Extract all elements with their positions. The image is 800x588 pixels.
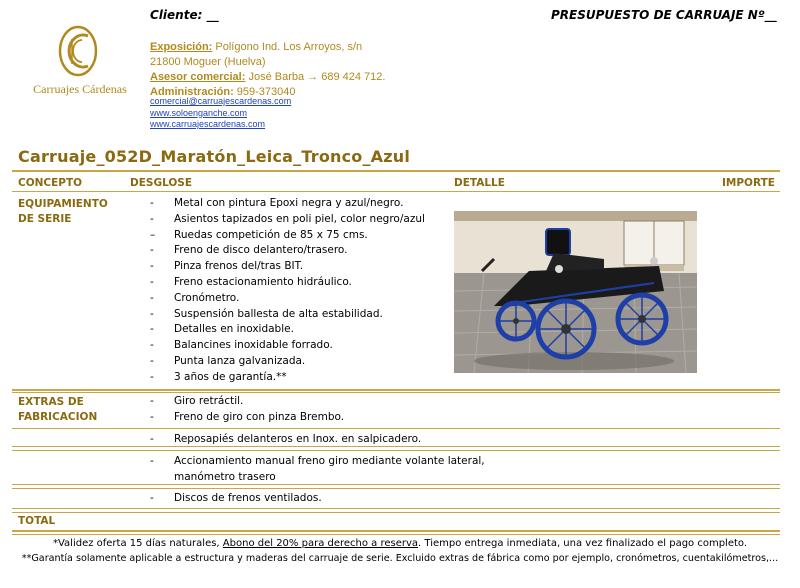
- item-dash: -: [150, 455, 154, 467]
- document-title: Carruaje_052D_Maratón_Leica_Tronco_Azul: [18, 147, 411, 166]
- list-item: [150, 354, 425, 370]
- item-dash: -: [150, 370, 154, 383]
- divider: [12, 170, 780, 172]
- list-item: [150, 454, 485, 470]
- list-item: [150, 307, 425, 323]
- web-link-soloenganche[interactable]: www.soloenganche.com: [150, 107, 248, 118]
- col-detalle: DETALLE: [454, 177, 505, 189]
- list-item: [150, 291, 425, 307]
- list-item: [150, 196, 425, 212]
- section-label-line: EXTRAS DE: [18, 396, 84, 408]
- exposicion-value: Polígono Ind. Los Arroyos, s/n: [212, 41, 363, 53]
- item-dash: -: [150, 395, 154, 407]
- equipamiento-list: [150, 196, 425, 386]
- item-dash: -: [150, 291, 154, 304]
- asesor-line: [150, 70, 385, 85]
- item-text: 3 años de garantía.**: [174, 370, 287, 383]
- list-item: [150, 470, 485, 486]
- section-label-line: EQUIPAMIENTO: [18, 198, 108, 210]
- asesor-label: Asesor comercial:: [150, 71, 246, 83]
- col-desglose: DESGLOSE: [130, 177, 193, 189]
- list-item: [150, 410, 344, 426]
- item-dash: -: [150, 433, 154, 445]
- admin-label: Administración:: [150, 86, 234, 98]
- extra-row: [150, 454, 485, 486]
- divider: [12, 191, 780, 192]
- item-dash: -: [150, 354, 154, 367]
- footer-underlined-text: Abono del 20% para derecho a reserva: [222, 538, 419, 549]
- item-dash: -: [150, 323, 154, 336]
- item-text: Freno de giro con pinza Brembo.: [174, 410, 345, 423]
- divider: [12, 508, 780, 509]
- item-text: Accionamiento manual freno giro mediante volante lateral,: [174, 455, 485, 467]
- presupuesto-number: PRESUPUESTO DE CARRUAJE Nº__: [551, 8, 777, 22]
- divider: [12, 450, 780, 451]
- item-dash: -: [150, 410, 154, 423]
- exposicion-label: Exposición:: [150, 41, 213, 53]
- footer-note-warranty: **Garantía solamente aplicable a estructura y maderas del carruaje de serie. Excluido extras de fábrica como por ejemplo, cronómetros, cuentakilómetros,...: [21, 553, 779, 564]
- item-text: Pinza frenos del/tras BIT.: [174, 260, 304, 273]
- item-text: Suspensión ballesta de alta estabilidad.: [174, 307, 383, 320]
- item-text: Cronómetro.: [174, 291, 240, 304]
- list-item: [150, 338, 425, 354]
- item-text: Discos de frenos ventilados.: [174, 492, 322, 504]
- list-item: [150, 322, 425, 338]
- address-line: 21800 Moguer (Huelva): [150, 56, 266, 68]
- item-dash: -: [150, 307, 154, 320]
- item-text: Ruedas competición de 85 x 75 cms.: [174, 228, 368, 241]
- col-importe: IMPORTE: [722, 177, 775, 189]
- divider: [12, 512, 780, 513]
- item-dash: -: [150, 244, 154, 257]
- logo-emblem-icon: [22, 22, 134, 82]
- company-logo: [22, 22, 134, 86]
- web-link-carruajes[interactable]: www.carruajescardenas.com: [150, 119, 266, 129]
- list-item: [150, 228, 425, 244]
- total-label: TOTAL: [18, 515, 56, 527]
- section-extras-label: [18, 395, 97, 425]
- list-item: [150, 212, 425, 228]
- list-item: [150, 491, 322, 507]
- item-text: Balancines inoxidable forrado.: [174, 339, 333, 352]
- cliente-field: Cliente: __: [150, 8, 219, 22]
- extra-row: [150, 432, 421, 448]
- item-dash: –: [150, 228, 156, 241]
- list-item: [150, 432, 421, 448]
- list-item: [150, 243, 425, 259]
- list-item: [150, 259, 425, 275]
- item-text: Freno estacionamiento hidráulico.: [174, 275, 352, 288]
- divider: [12, 488, 780, 489]
- logo-text: Carruajes Cárdenas: [33, 82, 127, 96]
- item-text: manómetro trasero: [174, 470, 276, 483]
- section-label-line: FABRICACION: [18, 411, 98, 423]
- contact-links: [150, 96, 291, 131]
- extra-row: [150, 491, 322, 507]
- divider: [12, 392, 780, 393]
- admin-value: 959-373040: [233, 86, 296, 98]
- section-equipamiento-label: [18, 197, 108, 227]
- item-dash: -: [150, 197, 154, 209]
- item-dash: -: [150, 260, 154, 273]
- item-text: Metal con pintura Epoxi negra y azul/negro.: [174, 197, 404, 209]
- divider: [12, 534, 780, 535]
- footer-text: . Tiempo entrega inmediata, una vez finalizado el pago completo.: [418, 538, 748, 549]
- extras-list: [150, 394, 344, 426]
- footer-text: *Validez oferta 15 días naturales,: [52, 538, 223, 549]
- col-concepto: CONCEPTO: [18, 177, 83, 189]
- list-item: [150, 394, 344, 410]
- list-item: [150, 370, 425, 386]
- carriage-photo: [454, 211, 697, 373]
- item-text: Asientos tapizados en poli piel, color negro/azul: [174, 212, 425, 225]
- item-text: Reposapiés delanteros en Inox. en salpicadero.: [174, 433, 422, 445]
- item-text: Freno de disco delantero/trasero.: [174, 244, 348, 257]
- exposicion-line: [150, 40, 385, 55]
- item-dash: -: [150, 339, 154, 352]
- divider: [12, 428, 780, 429]
- item-text: Giro retráctil.: [174, 395, 244, 407]
- divider: [12, 530, 780, 532]
- item-dash: -: [150, 492, 154, 504]
- email-link[interactable]: comercial@carruajescardenas.com: [150, 96, 292, 106]
- item-text: Detalles en inoxidable.: [174, 323, 294, 336]
- footer-note-validity: [0, 538, 800, 549]
- list-item: [150, 275, 425, 291]
- item-dash: -: [150, 275, 154, 288]
- divider: [12, 389, 780, 391]
- section-label-line: DE SERIE: [18, 213, 72, 225]
- item-dash: -: [150, 212, 154, 225]
- asesor-value: José Barba → 689 424 712.: [245, 71, 386, 83]
- contact-info: [150, 40, 385, 100]
- item-text: Punta lanza galvanizada.: [174, 354, 306, 367]
